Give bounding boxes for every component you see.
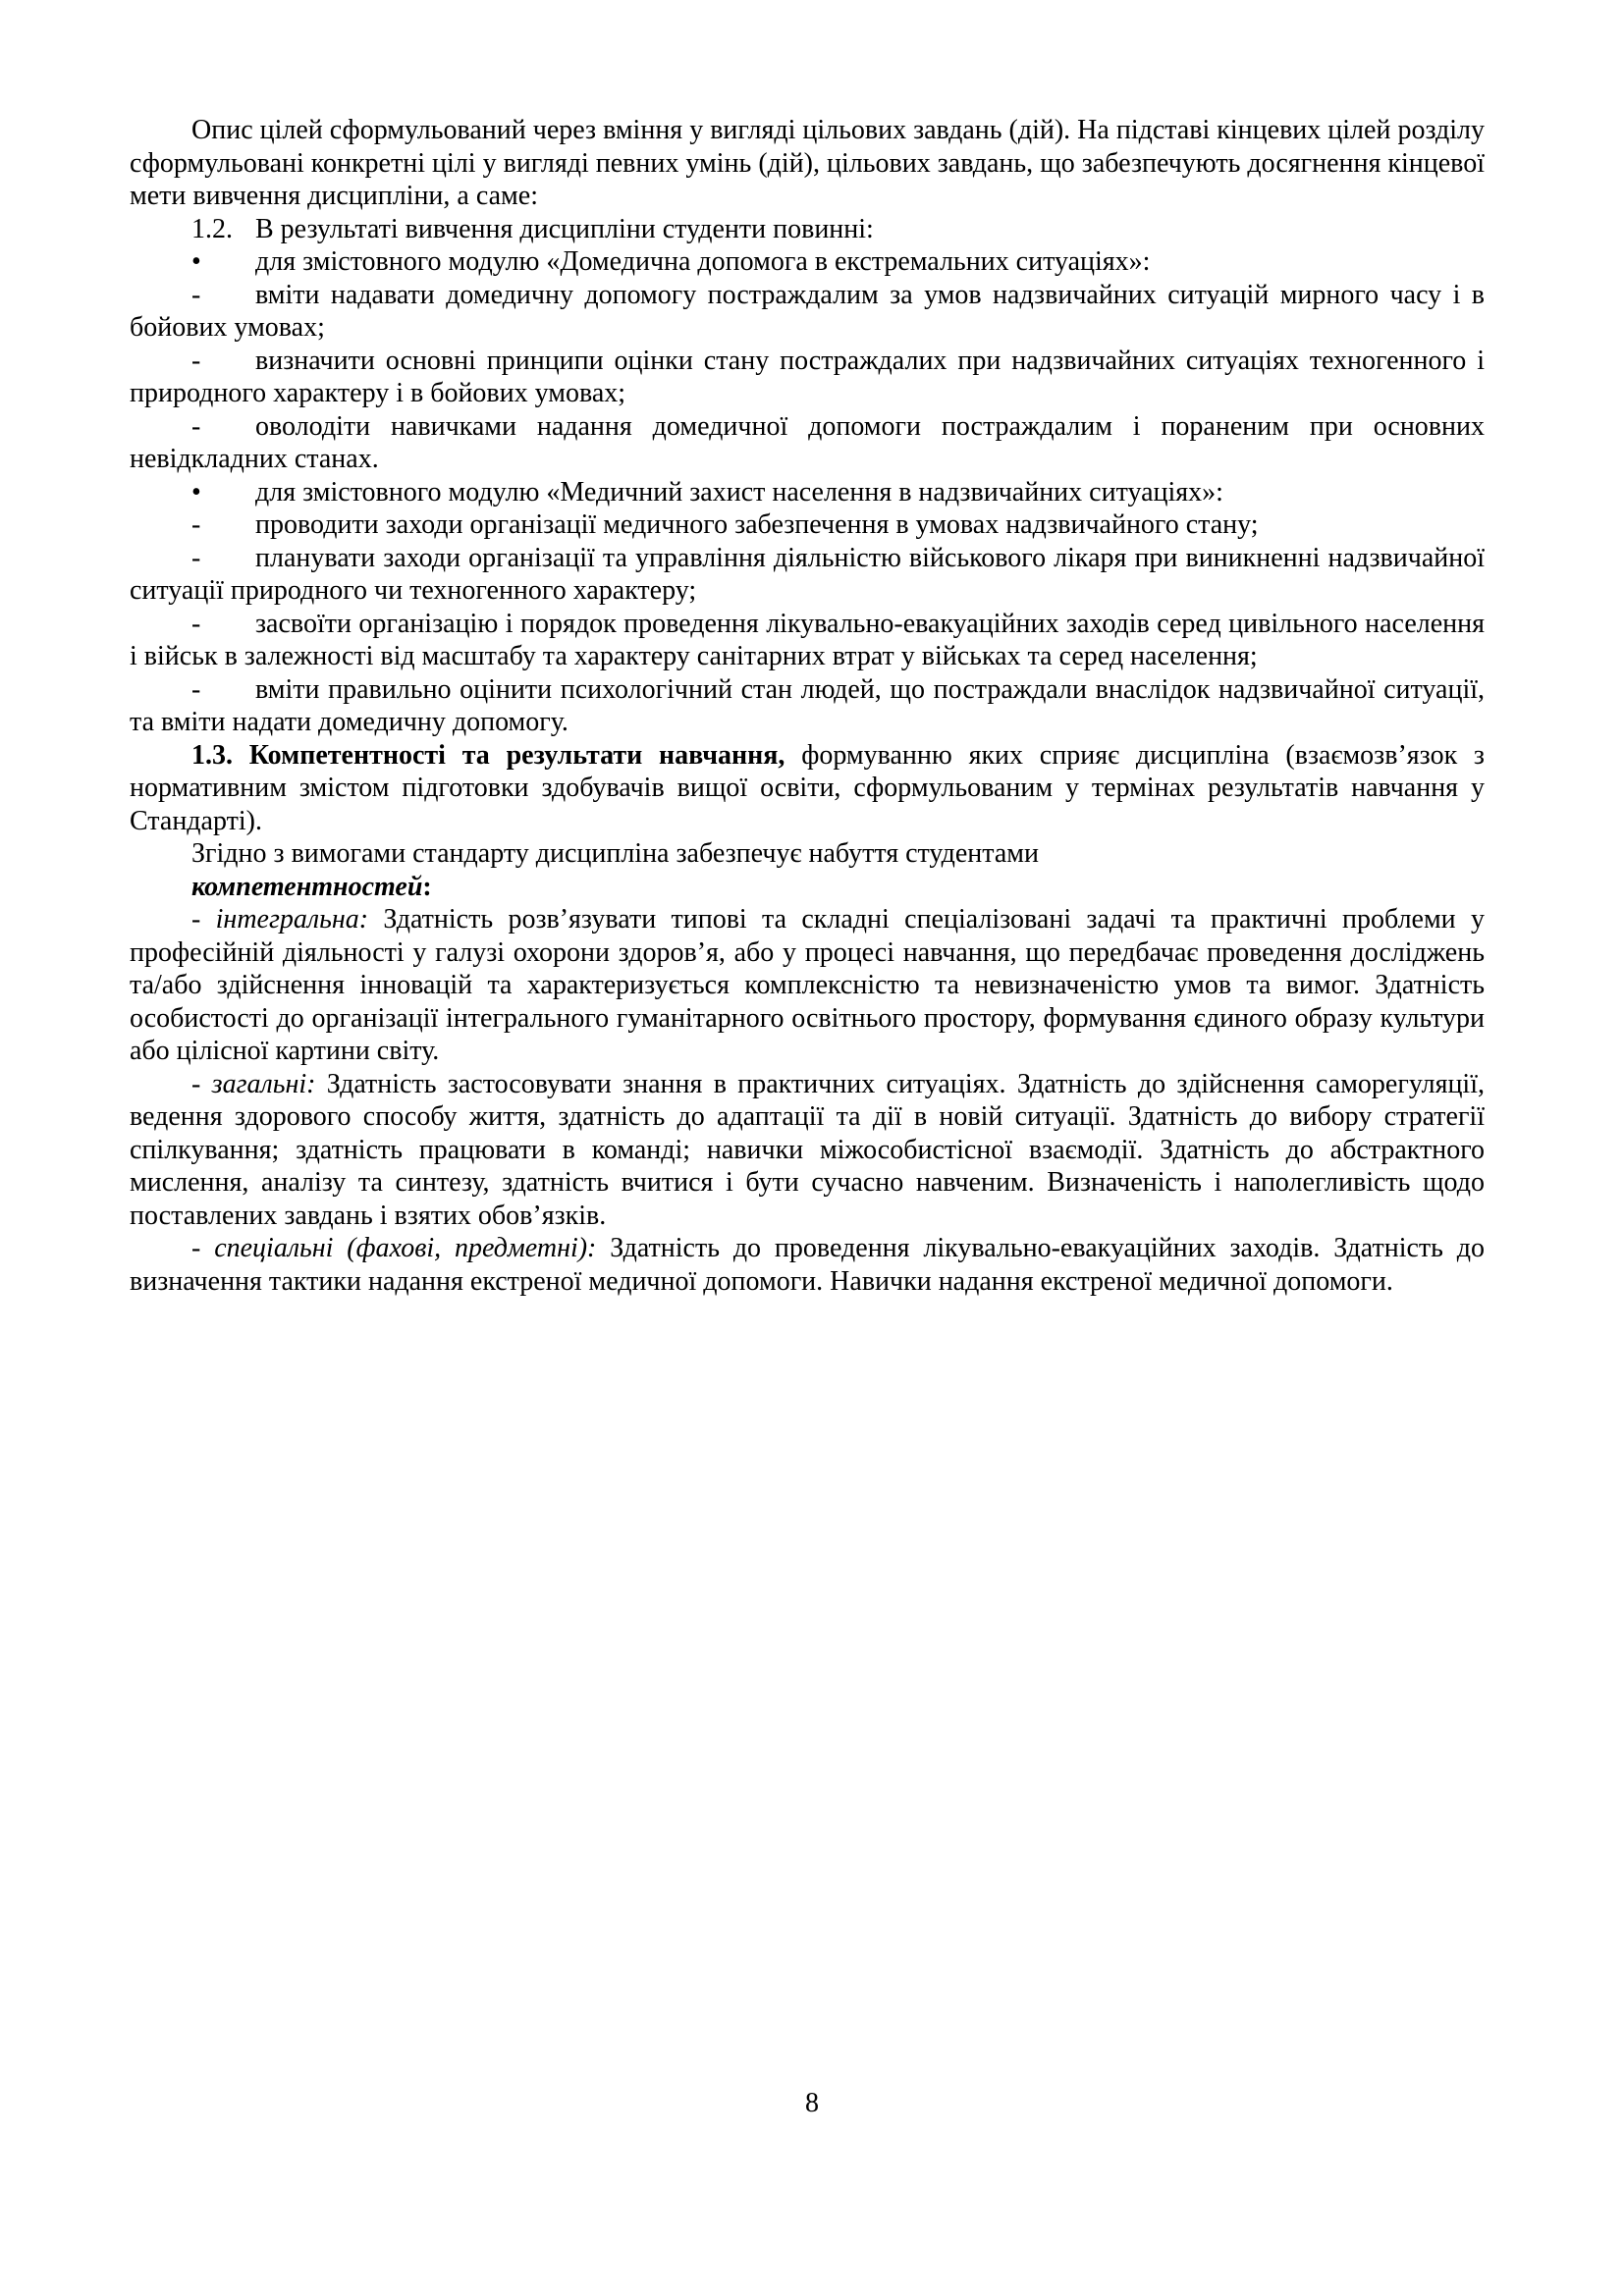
competencies-term-line bbox=[130, 871, 1485, 904]
section-1-3-rest: формуванню яких сприяє дисципліна (взаємозв’язок з нормативним змістом підготовки здобувачів вищої освіти, сформульованим у термінах результатів навчання у Стандарті). bbox=[130, 739, 1485, 836]
module-2-title-text: для змістовного модулю «Медичний захист населення в надзвичайних ситуаціях»: bbox=[255, 476, 1223, 507]
module-1-title-text: для змістовного модулю «Домедична допомога в екстремальних ситуаціях»: bbox=[255, 246, 1151, 277]
section-1-3-heading: 1.3. Компетентності та результати навчання, bbox=[191, 739, 785, 771]
dash-marker: - bbox=[191, 345, 201, 376]
dash: - bbox=[191, 1068, 212, 1099]
list-item-text: планувати заходи організації та управління діяльністю військового лікаря при виникненні надзвичайної ситуації природного чи техногенного характеру; bbox=[130, 542, 1485, 606]
bullet-icon: • bbox=[191, 246, 201, 277]
competency-label: спеціальні (фахові, предметні): bbox=[214, 1233, 597, 1263]
list-item bbox=[130, 345, 1485, 410]
dash-marker: - bbox=[191, 509, 201, 540]
list-item-text: вміти правильно оцінити психологічний стан людей, що постраждали внаслідок надзвичайної ситуації, та вміти надати домедичну допомогу. bbox=[130, 673, 1485, 737]
section-1-2-heading bbox=[130, 213, 1485, 246]
dash-marker: - bbox=[191, 608, 201, 639]
module-2-title bbox=[130, 476, 1485, 509]
module-1-title bbox=[130, 245, 1485, 279]
dash: - bbox=[191, 904, 216, 934]
dash-marker: - bbox=[191, 279, 201, 310]
competency-label: загальні: bbox=[211, 1068, 316, 1099]
bullet-icon: • bbox=[191, 476, 201, 507]
list-item bbox=[130, 508, 1485, 542]
list-item bbox=[130, 542, 1485, 608]
dash-marker: - bbox=[191, 410, 201, 442]
list-item-text: оволодіти навичками надання домедичної допомоги постраждалим і пораненим при основних невідкладних станах. bbox=[130, 410, 1485, 474]
list-item-text: визначити основні принципи оцінки стану постраждалих при надзвичайних ситуаціях техногенного і природного характеру і в бойових умовах; bbox=[130, 345, 1485, 408]
intro-paragraph: Опис цілей сформульований через вміння у вигляді цільових завдань (дій). На підставі кінцевих цілей розділу сформульовані конкретні цілі у вигляді певних умінь (дій), цільових завдань, що забезпечують досягнення кінцевої мети вивчення дисципліни, а саме: bbox=[130, 115, 1485, 211]
competency-item-general bbox=[130, 1068, 1485, 1233]
competency-text: Здатність розв’язувати типові та складні спеціалізовані задачі та практичні проблеми у професійній діяльності у галузі охорони здоров’я, або у процесі навчання, що передбачає проведення досліджень та/або здійснення інновацій та характеризується комплексністю та невизначеністю умов та вимог. Здатність особистості до організації інтегрального гуманітарного освітнього простору, формування єдиного образу культури або цілісної картини світу. bbox=[130, 904, 1485, 1066]
page-number: 8 bbox=[805, 2088, 819, 2118]
dash-marker: - bbox=[191, 542, 201, 573]
competency-item-special bbox=[130, 1232, 1485, 1298]
competencies-term: компетентностей bbox=[191, 871, 423, 902]
dash: - bbox=[191, 1233, 215, 1263]
dash-marker: - bbox=[191, 673, 201, 705]
section-1-2-number: 1.2. bbox=[191, 213, 233, 244]
competency-item-integral bbox=[130, 903, 1485, 1068]
competencies-term-colon: : bbox=[422, 871, 432, 902]
list-item bbox=[130, 673, 1485, 739]
list-item bbox=[130, 608, 1485, 673]
competency-label: інтегральна: bbox=[215, 904, 369, 934]
list-item-text: вміти надавати домедичну допомогу постраждалим за умов надзвичайних ситуацій мирного часу і в бойових умовах; bbox=[130, 279, 1485, 343]
list-item bbox=[130, 279, 1485, 345]
page-content bbox=[130, 114, 1485, 1298]
section-1-3-paragraph bbox=[130, 739, 1485, 838]
list-item-text: проводити заходи організації медичного забезпечення в умовах надзвичайного стану; bbox=[255, 509, 1259, 540]
competency-text: Здатність до проведення лікувально-евакуаційних заходів. Здатність до визначення тактики надання екстреної медичної допомоги. Навички надання екстреної медичної допомоги. bbox=[130, 1233, 1486, 1297]
list-item-text: засвоїти організацію і порядок проведення лікувально-евакуаційних заходів серед цивільного населення і військ в залежності від масштабу та характеру санітарних втрат у військах та серед населення; bbox=[130, 608, 1485, 671]
section-1-2-heading-text: В результаті вивчення дисципліни студенти повинні: bbox=[255, 213, 874, 244]
competency-text: Здатність застосовувати знання в практичних ситуаціях. Здатність до здійснення саморегуляції, ведення здорового способу життя, здатність до адаптації та дії в новій ситуації. Здатність до вибору стратегії спілкування; здатність працювати в команді; навички міжособистісної взаємодії. Здатність до абстрактного мислення, аналізу та синтезу, здатність вчитися і бути сучасно навченим. Визначеність і наполегливість щодо поставлених завдань і взятих обов’язків. bbox=[130, 1068, 1485, 1231]
standard-note: Згідно з вимогами стандарту дисципліна забезпечує набуття студентами bbox=[191, 838, 1039, 869]
list-item bbox=[130, 410, 1485, 476]
